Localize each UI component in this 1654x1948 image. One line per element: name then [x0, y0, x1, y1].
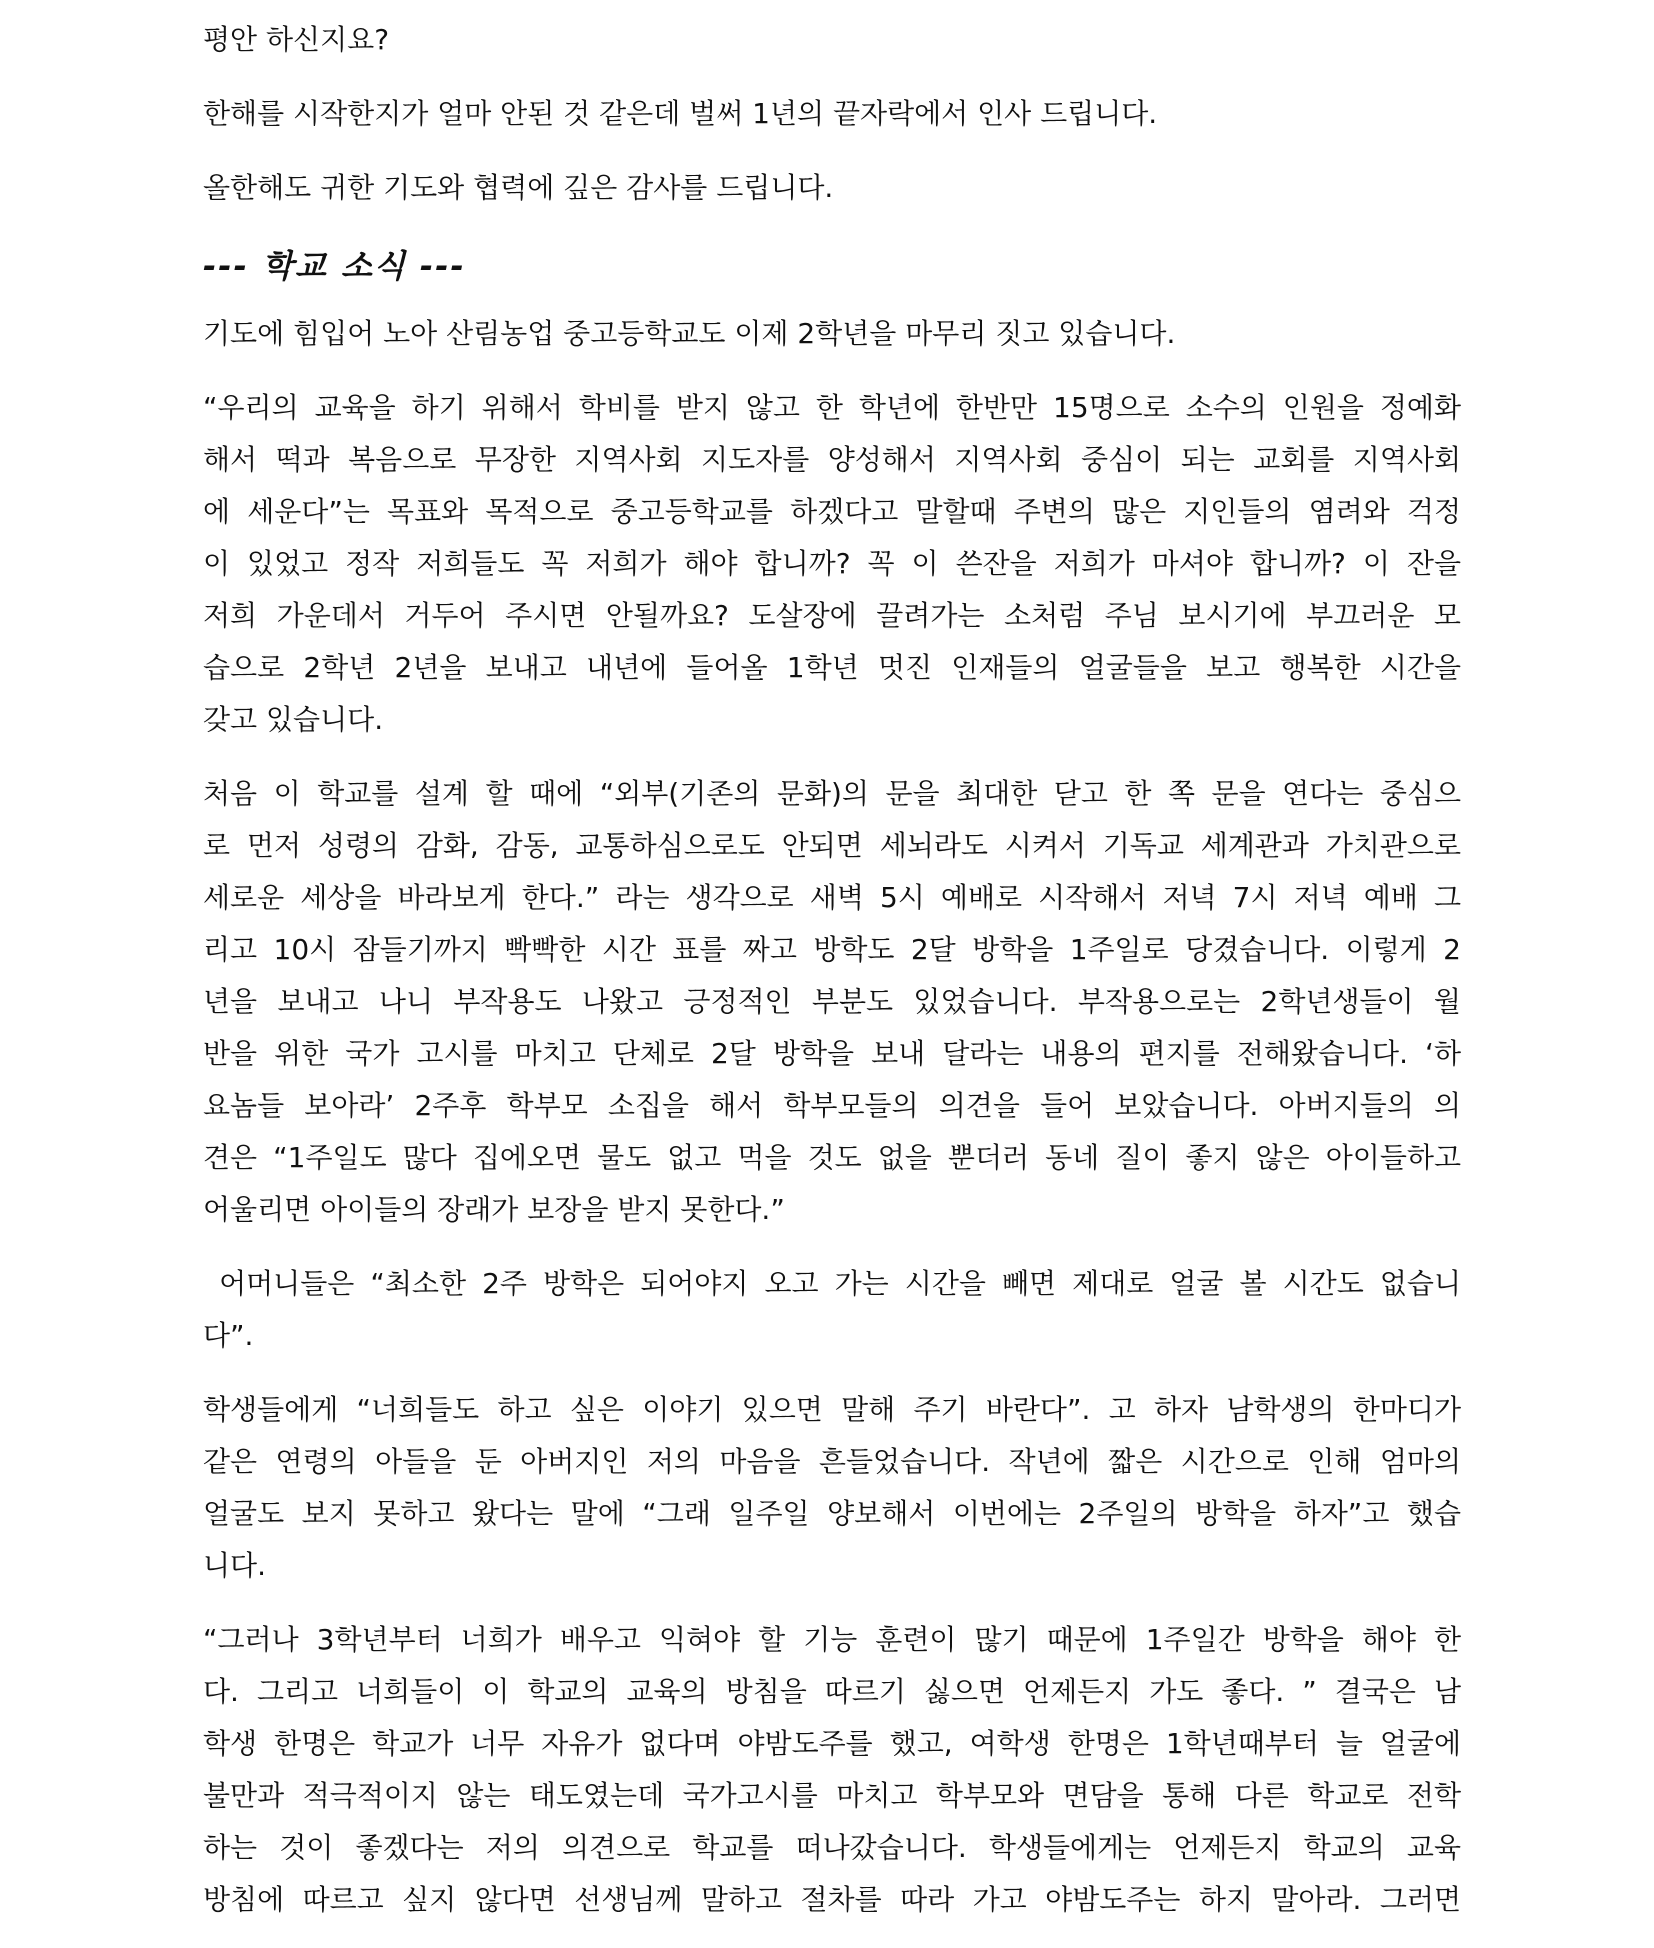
letter-body: [203, 14, 1461, 1948]
paragraph-6: [203, 1614, 1461, 1926]
intro-paragraph-2: [203, 162, 1461, 214]
paragraph-line: 세로운 세상을 바라보게 한다.” 라는 생각으로 새벽 5시 예배로 시작해서 저녁 7시 저녁 예배 그: [203, 881, 1461, 914]
intro-paragraph-1: [203, 88, 1461, 140]
paragraph-line: 습으로 2학년 2년을 보내고 내년에 들어올 1학년 멋진 인재들의 얼굴들을 보고 행복한 시간을: [203, 651, 1461, 684]
paragraph-2: [203, 382, 1461, 746]
paragraph-line: 요놈들 보아라’ 2주후 학부모 소집을 해서 학부모들의 의견을 들어 보았습니다. 아버지들의 의: [203, 1089, 1461, 1122]
paragraph-4: [203, 1258, 1461, 1362]
paragraph-line: 어울리면 아이들의 장래가 보장을 받지 못한다.”: [203, 1193, 785, 1226]
paragraph-line: 학생 한명은 학교가 너무 자유가 없다며 야밤도주를 했고, 여학생 한명은 1학년때부터 늘 얼굴에: [203, 1727, 1461, 1760]
paragraph-line: 다”.: [203, 1319, 254, 1352]
paragraph-1: [203, 308, 1461, 360]
paragraph-line: 방침에 따르고 싶지 않다면 선생님께 말하고 절차를 따라 가고 야밤도주는 하지 말아라. 그러면: [203, 1883, 1461, 1916]
intro-line: 올한해도 귀한 기도와 협력에 깊은 감사를 드립니다.: [203, 171, 834, 204]
paragraph-line: 다. 그리고 너희들이 이 학교의 교육의 방침을 따르기 싫으면 언제든지 가도 좋다. ” 결국은 남: [203, 1675, 1461, 1708]
paragraph-line: “그러나 3학년부터 너희가 배우고 익혀야 할 기능 훈련이 많기 때문에 1주일간 방학을 해야 한: [203, 1623, 1461, 1656]
paragraph-line: 해서 떡과 복음으로 무장한 지역사회 지도자를 양성해서 지역사회 중심이 되는 교회를 지역사회: [203, 443, 1461, 476]
paragraph-line: 학생들에게 “너희들도 하고 싶은 이야기 있으면 말해 주기 바란다”. 고 하자 남학생의 한마디가: [203, 1393, 1461, 1426]
paragraph-line: 이 있었고 정작 저희들도 꼭 저희가 해야 합니까? 꼭 이 쓴잔을 저희가 마셔야 합니까? 이 잔을: [203, 547, 1461, 580]
paragraph-line: 갖고 있습니다.: [203, 703, 384, 736]
section-heading: --- 학교 소식 ---: [203, 247, 466, 285]
paragraph-line: 하는 것이 좋겠다는 저의 의견으로 학교를 떠나갔습니다. 학생들에게는 언제든지 학교의 교육: [203, 1831, 1461, 1864]
paragraph-line: 로 먼저 성령의 감화, 감동, 교통하심으로도 안되면 세뇌라도 시켜서 기독교 세계관과 가치관으로: [203, 829, 1461, 862]
paragraph-line: 얼굴도 보지 못하고 왔다는 말에 “그래 일주일 양보해서 이번에는 2주일의 방학을 하자”고 했습: [203, 1497, 1461, 1530]
paragraph-line: 에 세운다”는 목표와 목적으로 중고등학교를 하겠다고 말할때 주변의 많은 지인들의 염려와 걱정: [203, 495, 1461, 528]
paragraph-line: 같은 연령의 아들을 둔 아버지인 저의 마음을 흔들었습니다. 작년에 짧은 시간으로 인해 엄마의: [203, 1445, 1461, 1478]
greeting-paragraph: [203, 14, 1461, 66]
greeting-line: 평안 하신지요?: [203, 23, 390, 56]
paragraph-line: 불만과 적극적이지 않는 태도였는데 국가고시를 마치고 학부모와 면담을 통해 다른 학교로 전학: [203, 1779, 1461, 1812]
paragraph-3: [203, 768, 1461, 1236]
paragraph-line: 견은 “1주일도 많다 집에오면 물도 없고 먹을 것도 없을 뿐더러 동네 질이 좋지 않은 아이들하고: [203, 1141, 1461, 1174]
paragraph-line: 리고 10시 잠들기까지 빡빡한 시간 표를 짜고 방학도 2달 방학을 1주일로 당겼습니다. 이렇게 2: [203, 933, 1461, 966]
paragraph-line: 어머니들은 “최소한 2주 방학은 되어야지 오고 가는 시간을 빼면 제대로 얼굴 볼 시간도 없습니: [203, 1267, 1461, 1300]
paragraph-line: 니다.: [203, 1549, 266, 1582]
intro-line: 한해를 시작한지가 얼마 안된 것 같은데 벌써 1년의 끝자락에서 인사 드립니다.: [203, 97, 1158, 130]
paragraph-line: “우리의 교육을 하기 위해서 학비를 받지 않고 한 학년에 한반만 15명으로 소수의 인원을 정예화: [203, 391, 1461, 424]
paragraph-line: 기도에 힘입어 노아 산림농업 중고등학교도 이제 2학년을 마무리 짓고 있습니다.: [203, 317, 1176, 350]
paragraph-line: 년을 보내고 나니 부작용도 나왔고 긍정적인 부분도 있었습니다. 부작용으로는 2학년생들이 월: [203, 985, 1461, 1018]
paragraph-line: 저희 가운데서 거두어 주시면 안될까요? 도살장에 끌려가는 소처럼 주님 보시기에 부끄러운 모: [203, 599, 1461, 632]
paragraph-line: 처음 이 학교를 설계 할 때에 “외부(기존의 문화)의 문을 최대한 닫고 한 쪽 문을 연다는 중심으: [203, 777, 1461, 810]
paragraph-line: 반을 위한 국가 고시를 마치고 단체로 2달 방학을 보내 달라는 내용의 편지를 전해왔습니다. ‘하: [203, 1037, 1461, 1070]
paragraph-5: [203, 1384, 1461, 1592]
